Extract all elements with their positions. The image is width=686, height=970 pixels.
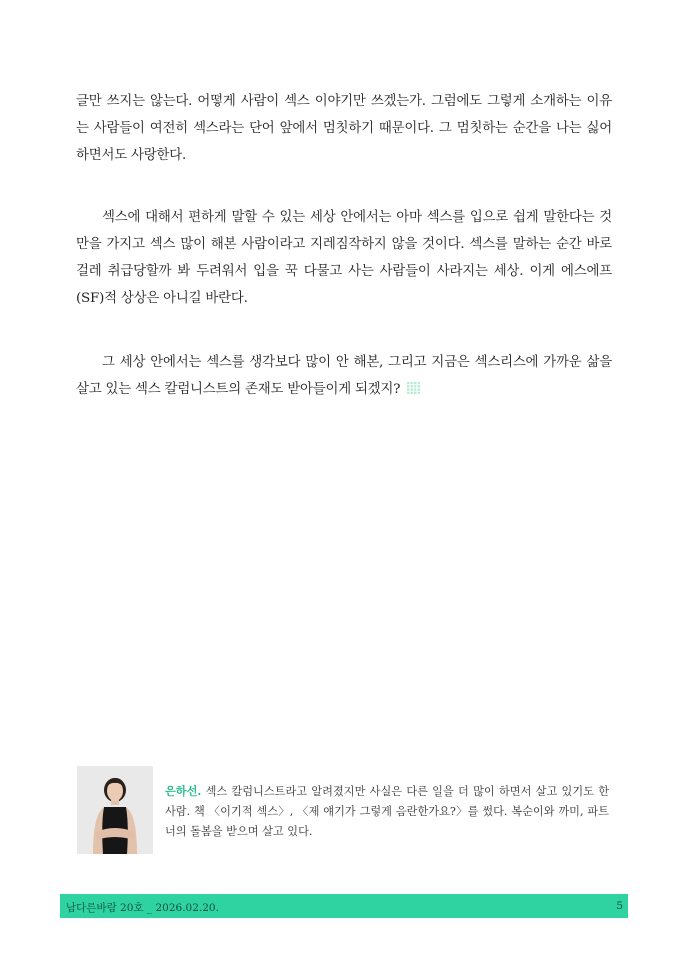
author-name: 은하선. [165, 784, 202, 798]
end-mark-icon [406, 381, 420, 394]
paragraph-1: 글만 쓰지는 않는다. 어떻게 사람이 섹스 이야기만 쓰겠는가. 그럼에도 그렇게 소개하는 이유는 사람들이 여전히 섹스라는 단어 앞에서 멈칫하기 때문이다. 그 멈칫하는 순간을 나는 싫어하면서도 사랑한다. [76, 94, 612, 163]
page-footer [60, 894, 628, 918]
author-portrait-image [77, 766, 153, 854]
paragraph-2: 섹스에 대해서 편하게 말할 수 있는 세상 안에서는 아마 섹스를 입으로 쉽게 말한다는 것만을 가지고 섹스 많이 해본 사람이라고 지레짐작하지 않을 것이다. 섹스를 말하는 순간 바로 걸레 취급당할까 봐 두려워서 입을 꾹 다물고 사는 사람들이 사라지는 세상. 이게 에스에프(SF)적 상상은 아니길 바란다. [76, 210, 612, 306]
author-bio [165, 781, 609, 842]
page-number: 5 [616, 900, 623, 912]
footer-publication: 남다른바람 20호 _ 2026.02.20. [66, 902, 219, 914]
paragraph-3-text: 그 세상 안에서는 섹스를 생각보다 많이 안 해본, 그리고 지금은 섹스리스에 가까운 삶을 살고 있는 섹스 칼럼니스트의 존재도 받아들이게 되겠지? [76, 355, 612, 397]
paragraph-3 [76, 349, 612, 403]
author-bio-text: 섹스 칼럼니스트라고 알려졌지만 사실은 다른 일을 더 많이 하면서 살고 있기도 한 사람. 책 〈이기적 섹스〉, 〈제 얘기가 그렇게 음란한가요?〉를 썼다. 복순이와 까미, 파트너의 돌봄을 받으며 살고 있다. [165, 785, 609, 838]
author-photo [77, 766, 153, 854]
